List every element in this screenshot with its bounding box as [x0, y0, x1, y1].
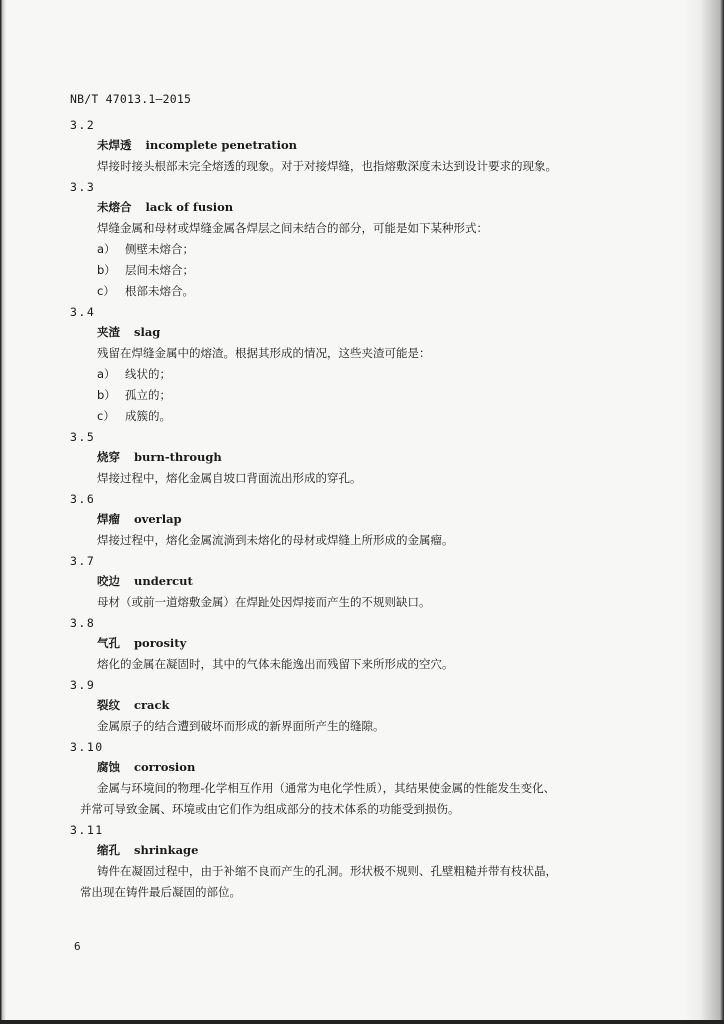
section-number: 3.9 — [70, 678, 96, 692]
section-number: 3.5 — [70, 430, 96, 444]
list-item-label: c） — [97, 409, 115, 423]
term-definition: 金属原子的结合遭到破坏而形成的新界面所产生的缝隙。 — [97, 719, 385, 733]
term-english: overlap — [134, 512, 182, 526]
section-number: 3.3 — [70, 180, 96, 194]
term-section — [70, 115, 670, 177]
term-definition: 铸件在凝固过程中，由于补缩不良而产生的孔洞。形状极不规则、孔壁粗糙并带有枝状晶， — [97, 864, 557, 878]
term-definition: 常出现在铸件最后凝固的部位。 — [80, 885, 241, 899]
term-heading — [70, 840, 670, 861]
term-definition: 熔化的金属在凝固时，其中的气体未能逸出而残留下来所形成的空穴。 — [97, 657, 454, 671]
term-definition: 焊缝金属和母材或焊缝金属各焊层之间未结合的部分，可能是如下某种形式： — [97, 221, 488, 235]
list-item-text: 层间未熔合； — [125, 263, 194, 277]
section-number: 3.2 — [70, 118, 96, 132]
term-definition: 焊接过程中，熔化金属自坡口背面流出形成的穿孔。 — [97, 471, 362, 485]
term-section — [70, 302, 670, 427]
list-item-label: c） — [97, 284, 115, 298]
term-section — [70, 737, 670, 820]
list-item-text: 根部未熔合。 — [125, 284, 194, 298]
list-item — [70, 406, 670, 427]
list-item-label: a） — [97, 242, 116, 256]
page-number: 6 — [74, 940, 81, 953]
terms-list — [70, 115, 670, 903]
term-chinese: 缩孔 — [97, 843, 120, 857]
term-definition: 金属与环境间的物理-化学相互作用（通常为电化学性质），其结果使金属的性能发生变化、 — [97, 781, 556, 795]
term-chinese: 未焊透 — [97, 138, 132, 152]
term-definition: 焊接过程中，熔化金属流淌到未熔化的母材或焊缝上所形成的金属瘤。 — [97, 533, 454, 547]
term-heading — [70, 322, 670, 343]
term-heading — [70, 197, 670, 218]
scan-edge-right — [684, 0, 724, 1024]
term-english: corrosion — [134, 760, 196, 774]
scan-edge-bottom — [0, 1020, 724, 1024]
term-definition: 焊接时接头根部未完全熔透的现象。对于对接焊缝，也指熔敷深度未达到设计要求的现象。 — [97, 159, 557, 173]
term-definition: 并常可导致金属、环境或由它们作为组成部分的技术体系的功能受到损伤。 — [80, 802, 460, 816]
term-english: shrinkage — [134, 843, 199, 857]
list-item-label: a） — [97, 367, 116, 381]
term-section — [70, 613, 670, 675]
list-item — [70, 281, 670, 302]
term-chinese: 咬边 — [97, 574, 120, 588]
section-number: 3.10 — [70, 740, 104, 754]
term-english: lack of fusion — [145, 200, 234, 214]
term-section — [70, 177, 670, 302]
term-english: undercut — [134, 574, 193, 588]
term-section — [70, 427, 670, 489]
section-number: 3.4 — [70, 305, 96, 319]
document-header: NB/T 47013.1—2015 — [70, 92, 192, 106]
list-item-text: 侧壁未熔合； — [125, 242, 194, 256]
list-item-label: b） — [97, 263, 116, 277]
term-english: porosity — [134, 636, 187, 650]
term-heading — [70, 447, 670, 468]
list-item — [70, 260, 670, 281]
term-chinese: 焊瘤 — [97, 512, 120, 526]
term-definition: 母材（或前一道熔敷金属）在焊趾处因焊接而产生的不规则缺口。 — [97, 595, 431, 609]
term-definition: 残留在焊缝金属中的熔渣。根据其形成的情况，这些夹渣可能是： — [97, 346, 431, 360]
list-item-text: 成簇的。 — [125, 409, 171, 423]
list-item — [70, 239, 670, 260]
term-heading — [70, 571, 670, 592]
term-chinese: 未熔合 — [97, 200, 132, 214]
term-english: burn-through — [134, 450, 222, 464]
scan-edge-left — [0, 0, 6, 1024]
term-english: incomplete penetration — [145, 138, 297, 152]
section-number: 3.11 — [70, 823, 104, 837]
term-chinese: 烧穿 — [97, 450, 120, 464]
section-number: 3.7 — [70, 554, 96, 568]
term-chinese: 气孔 — [97, 636, 120, 650]
term-chinese: 腐蚀 — [97, 760, 120, 774]
term-section — [70, 675, 670, 737]
section-number: 3.8 — [70, 616, 96, 630]
term-heading — [70, 135, 670, 156]
list-item-label: b） — [97, 388, 116, 402]
section-number: 3.6 — [70, 492, 96, 506]
term-heading — [70, 757, 670, 778]
term-section — [70, 489, 670, 551]
term-heading — [70, 509, 670, 530]
term-section — [70, 820, 670, 903]
term-heading — [70, 633, 670, 654]
list-item — [70, 364, 670, 385]
term-english: crack — [134, 698, 170, 712]
term-heading — [70, 695, 670, 716]
term-section — [70, 551, 670, 613]
term-chinese: 裂纹 — [97, 698, 120, 712]
term-chinese: 夹渣 — [97, 325, 120, 339]
list-item-text: 孤立的； — [125, 388, 171, 402]
term-english: slag — [134, 325, 161, 339]
list-item — [70, 385, 670, 406]
list-item-text: 线状的； — [125, 367, 171, 381]
